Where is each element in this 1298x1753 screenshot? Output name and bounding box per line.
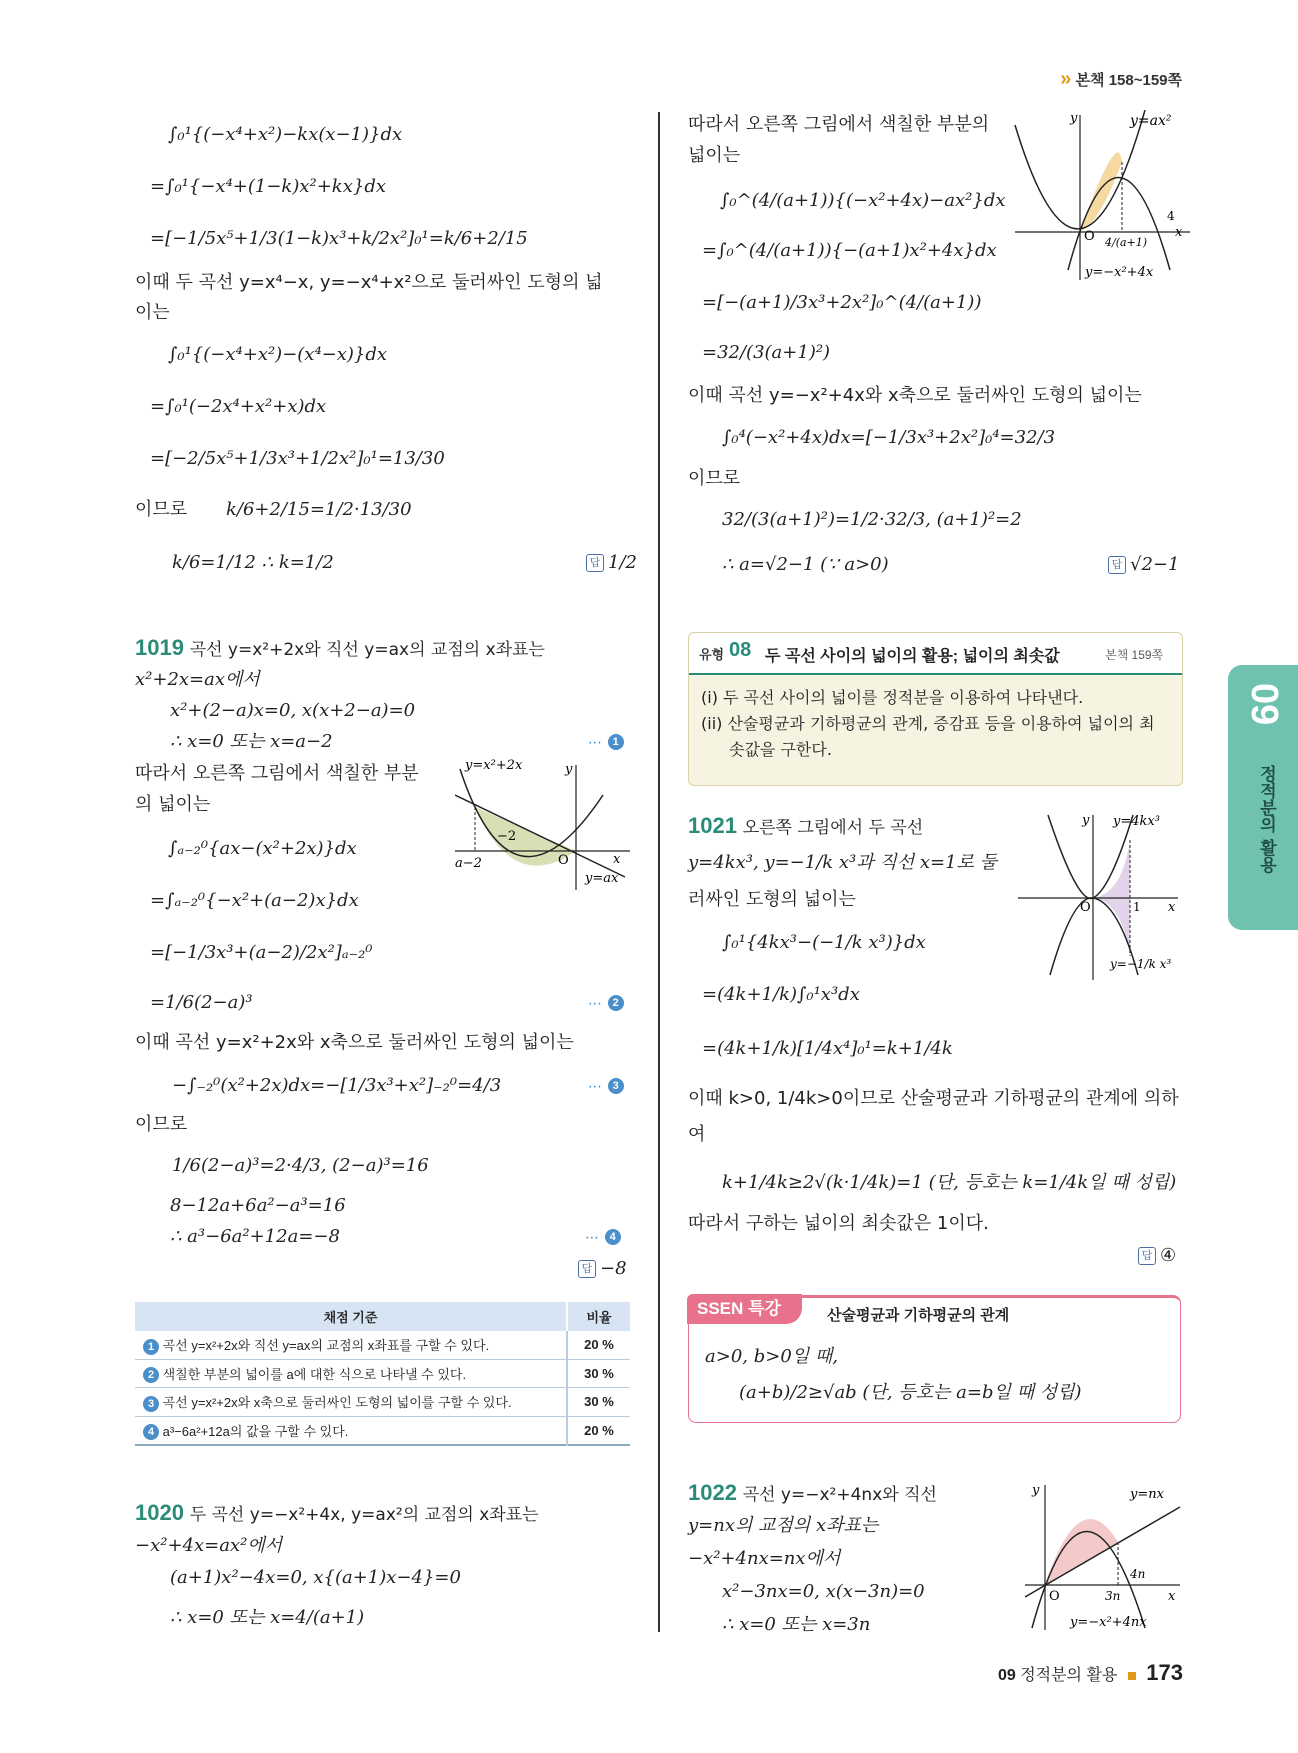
graph-1021: [1018, 810, 1183, 980]
svg-text:O: O: [1080, 900, 1091, 915]
svg-text:y=−x²+4x: y=−x²+4x: [1085, 265, 1154, 280]
answer: [1108, 552, 1179, 578]
answer-value: √2−1: [1130, 554, 1180, 575]
type-08-header: 유형 08 두 곡선 사이의 넓이의 활용; 넓이의 최솟값 본책 159쪽: [689, 633, 1182, 675]
math-line: ∴ x=0 또는 x=3n: [722, 1614, 871, 1635]
math-line: 8−12a+6a²−a³=16: [170, 1195, 346, 1216]
answer-icon: 답: [578, 1260, 596, 1278]
svg-text:y: y: [1070, 111, 1078, 126]
svg-text:y=nx: y=nx: [1130, 1487, 1164, 1502]
scoring-table: [135, 1302, 630, 1446]
graph-1022: [1020, 1480, 1185, 1635]
text-line: 이때 두 곡선 y=x⁴−x, y=−x⁴+x²으로 둘러싸인 도형의 넓: [135, 272, 603, 293]
problem-number: 1020: [135, 1500, 184, 1525]
answer: [578, 1256, 627, 1282]
math-line: =(4k+1/k)∫₀¹x³dx: [702, 984, 860, 1005]
math-line: =∫₀¹(−2x⁴+x²+x)dx: [150, 396, 327, 417]
text-line: 따라서 오른쪽 그림에서 색칠한 부분의: [688, 114, 990, 135]
answer-icon: 답: [1108, 556, 1126, 574]
math-line: k/6=1/12 ∴ k=1/2: [172, 552, 334, 573]
answer-value: ④: [1160, 1245, 1177, 1266]
step-marker: ⋯ 3: [588, 1073, 624, 1100]
text-line: 이는: [135, 302, 170, 323]
graph-1019: [455, 755, 635, 890]
type-title: 두 곡선 사이의 넓이의 활용; 넓이의 최솟값: [765, 648, 1060, 665]
math-line: ∴ a³−6a²+12a=−8: [170, 1226, 340, 1247]
answer: [586, 550, 637, 576]
svg-text:4: 4: [1167, 209, 1175, 223]
svg-text:O: O: [558, 853, 569, 868]
ssen-badge: SSEN 특강: [687, 1294, 802, 1324]
text-line: 곡선 y=−x²+4nx와 직선: [742, 1485, 937, 1505]
math-line: =[−(a+1)/3x³+2x²]₀^(4/(a+1)): [702, 292, 982, 313]
label-curve: y=x²+2x: [465, 758, 523, 773]
svg-text:−2: −2: [497, 829, 517, 844]
table-row: 2 색칠한 부분의 넓이를 a에 대한 식으로 나타낼 수 있다. 30 %: [135, 1359, 630, 1388]
svg-text:4n: 4n: [1130, 1567, 1146, 1581]
svg-text:y: y: [565, 762, 573, 777]
svg-text:x: x: [1175, 225, 1183, 240]
text-line: −x²+4nx=nx에서: [688, 1548, 841, 1569]
text-line: 이므로: [135, 1114, 188, 1135]
math-line: ∴ x=0 또는 x=a−2: [170, 731, 333, 752]
shaded-region: [1045, 1519, 1118, 1585]
math-line: ∴ x=0 또는 x=4/(a+1): [170, 1607, 365, 1628]
svg-text:y=−x²+4nx: y=−x²+4nx: [1070, 1615, 1147, 1630]
math-line: 32/(3(a+1)²)=1/2·32/3, (a+1)²=2: [722, 509, 1022, 530]
table-header: [135, 1302, 630, 1331]
problem-1022-header: [688, 1480, 937, 1508]
math-line: ∫₀⁴(−x²+4x)dx=[−1/3x³+2x²]₀⁴=32/3: [722, 427, 1056, 448]
text-line: 두 곡선 y=−x²+4x, y=ax²의 교점의 x좌표는: [189, 1505, 539, 1525]
svg-text:x: x: [613, 852, 621, 867]
footer-title: 정적분의 활용: [1020, 1667, 1118, 1684]
column-divider: [658, 112, 660, 1632]
text-line: 여: [688, 1124, 706, 1145]
svg-text:x: x: [1168, 900, 1176, 915]
text-line: 러싸인 도형의 넓이는: [688, 889, 856, 910]
math-line: k+1/4k≥2√(k·1/4k)=1 (단, 등호는 k=1/4k일 때 성립): [722, 1172, 1177, 1193]
header-arrow: »: [1060, 68, 1072, 90]
math-line: x²+(2−a)x=0, x(x+2−a)=0: [170, 700, 416, 721]
math-line: 1/6(2−a)³=2·4/3, (2−a)³=16: [172, 1155, 429, 1176]
ssen-title: 산술평균과 기하평균의 관계: [827, 1307, 1010, 1324]
text-line: 따라서 오른쪽 그림에서 색칠한 부분: [135, 763, 419, 784]
svg-text:y=ax: y=ax: [585, 871, 619, 886]
svg-text:4/(a+1): 4/(a+1): [1105, 236, 1148, 249]
answer-value: −8: [600, 1258, 627, 1279]
svg-text:O: O: [1049, 1589, 1060, 1604]
math-line: ∫₀¹{4kx³−(−1/k x³)}dx: [722, 932, 926, 953]
svg-text:y=ax²: y=ax²: [1130, 113, 1172, 129]
table-row: 1 곡선 y=x²+2x와 직선 y=ax의 교점의 x좌표를 구할 수 있다. 20 %: [135, 1331, 630, 1359]
problem-number: 1019: [135, 635, 184, 660]
text-line: y=4kx³, y=−1/k x³과 직선 x=1로 둘: [688, 852, 998, 873]
header-reference: 본책 158~159쪽: [1075, 72, 1182, 89]
math-line: =1/6(2−a)³: [150, 992, 253, 1013]
text-line: 이때 k>0, 1/4k>0이므로 산술평균과 기하평균의 관계에 의하: [688, 1088, 1179, 1109]
problem-1021-header: [688, 813, 923, 841]
svg-text:y: y: [1082, 813, 1090, 828]
text-line: 오른쪽 그림에서 두 곡선: [742, 818, 924, 838]
math-line: ∫ₐ₋₂⁰{ax−(x²+2x)}dx: [168, 838, 357, 859]
text-line: 넓이는: [688, 145, 741, 166]
math-line: =[−1/3x³+(a−2)/2x²]ₐ₋₂⁰: [150, 942, 373, 963]
line-y-nx: [1025, 1507, 1180, 1597]
step-marker: ⋯ 4: [585, 1224, 621, 1251]
svg-text:3n: 3n: [1105, 1589, 1121, 1603]
header-ratio: 비율: [586, 1310, 612, 1325]
svg-text:O: O: [1084, 229, 1095, 244]
math-line: ∫₀¹{(−x⁴+x²)−(x⁴−x)}dx: [168, 344, 388, 365]
text-line: 곡선 y=x²+2x와 직선 y=ax의 교점의 x좌표는: [189, 640, 545, 660]
problem-number: 1021: [688, 813, 737, 838]
svg-text:x: x: [1168, 1589, 1176, 1604]
header-criteria: 채점 기준: [135, 1302, 567, 1331]
math-line: =∫ₐ₋₂⁰{−x²+(a−2)x}dx: [150, 890, 359, 911]
math-line: ∫₀¹{(−x⁴+x²)−kx(x−1)}dx: [168, 124, 403, 145]
graph-1020: [1010, 110, 1195, 285]
page-footer: [998, 1660, 1183, 1686]
chapter-side-tab: [1228, 665, 1298, 930]
svg-text:1: 1: [1133, 900, 1141, 914]
text-line: 의 넓이는: [135, 794, 211, 815]
text-line: 따라서 구하는 넓이의 최솟값은 1이다.: [688, 1213, 989, 1234]
page-header: [1060, 68, 1182, 91]
math-line: ∫₀^(4/(a+1)){(−x²+4x)−ax²}dx: [720, 190, 1006, 211]
answer-value: 1/2: [608, 552, 637, 573]
math-line: k/6+2/15=1/2·13/30: [226, 499, 412, 520]
footer-square-icon: [1128, 1672, 1136, 1680]
page-number: 173: [1146, 1660, 1183, 1685]
math-line: =32/(3(a+1)²): [702, 342, 831, 363]
problem-number: 1022: [688, 1480, 737, 1505]
svg-text:y=−1/k x³: y=−1/k x³: [1110, 957, 1172, 971]
svg-text:y=4kx³: y=4kx³: [1113, 814, 1160, 829]
side-tab-title: 정적분의 활용: [1256, 765, 1276, 873]
math-line: =∫₀¹{−x⁴+(1−k)x²+kx}dx: [150, 176, 386, 197]
svg-text:a−2: a−2: [455, 856, 482, 871]
curve-y-neg-x2-4x: [1068, 178, 1170, 271]
answer-icon: 답: [586, 554, 604, 572]
type-08-box: 유형 08 두 곡선 사이의 넓이의 활용; 넓이의 최솟값 본책 159쪽 (i) 두 곡선 사이의 넓이를 정적분을 이용하여 나타낸다. (ii) 산술평균과 기하평균의 관계, 증감표 등을 이용하여 넓이의 최 솟값을 구한다.: [688, 632, 1183, 786]
text-line: 이때 곡선 y=−x²+4x와 x축으로 둘러싸인 도형의 넓이는: [688, 385, 1142, 406]
text-line: 이므로: [688, 468, 741, 489]
math-line: =(4k+1/k)[1/4x⁴]₀¹=k+1/4k: [702, 1038, 953, 1059]
text-line: 이때 곡선 y=x²+2x와 x축으로 둘러싸인 도형의 넓이는: [135, 1032, 574, 1053]
footer-chapter: 09: [997, 1667, 1016, 1684]
step-marker: ⋯ 1: [588, 729, 624, 756]
text-line: −x²+4x=ax²에서: [135, 1535, 283, 1556]
text-line: y=nx의 교점의 x좌표는: [688, 1515, 879, 1536]
text-line: 이므로: [135, 499, 188, 520]
answer-icon: 답: [1138, 1247, 1156, 1265]
math-line: x²−3nx=0, x(x−3n)=0: [722, 1581, 925, 1602]
step-marker: ⋯ 2: [588, 990, 624, 1017]
side-tab-number: 09: [1243, 683, 1285, 726]
math-line: =[−1/5x⁵+1/3(1−k)x³+k/2x²]₀¹=k/6+2/15: [150, 228, 528, 249]
ssen-box: SSEN 특강 산술평균과 기하평균의 관계 a>0, b>0일 때, (a+b)/2≥√ab (단, 등호는 a=b일 때 성립): [688, 1295, 1181, 1423]
table-row: 4 a³−6a²+12a의 값을 구할 수 있다. 20 %: [135, 1416, 630, 1445]
text-line: x²+2x=ax에서: [135, 669, 260, 690]
answer: [1138, 1243, 1176, 1269]
svg-text:y: y: [1032, 1483, 1040, 1498]
problem-1020-header: [135, 1500, 539, 1528]
table-row: 3 곡선 y=x²+2x와 x축으로 둘러싸인 도형의 넓이를 구할 수 있다. 30 %: [135, 1388, 630, 1417]
problem-1019-header: [135, 635, 545, 663]
math-line: (a+1)x²−4x=0, x{(a+1)x−4}=0: [170, 1567, 461, 1588]
math-line: −∫₋₂⁰(x²+2x)dx=−[1/3x³+x²]₋₂⁰=4/3: [172, 1075, 502, 1096]
math-line: =[−2/5x⁵+1/3x³+1/2x²]₀¹=13/30: [150, 448, 445, 469]
math-line: =∫₀^(4/(a+1)){−(a+1)x²+4x}dx: [702, 240, 997, 261]
math-line: ∴ a=√2−1 (∵ a>0): [722, 554, 889, 575]
